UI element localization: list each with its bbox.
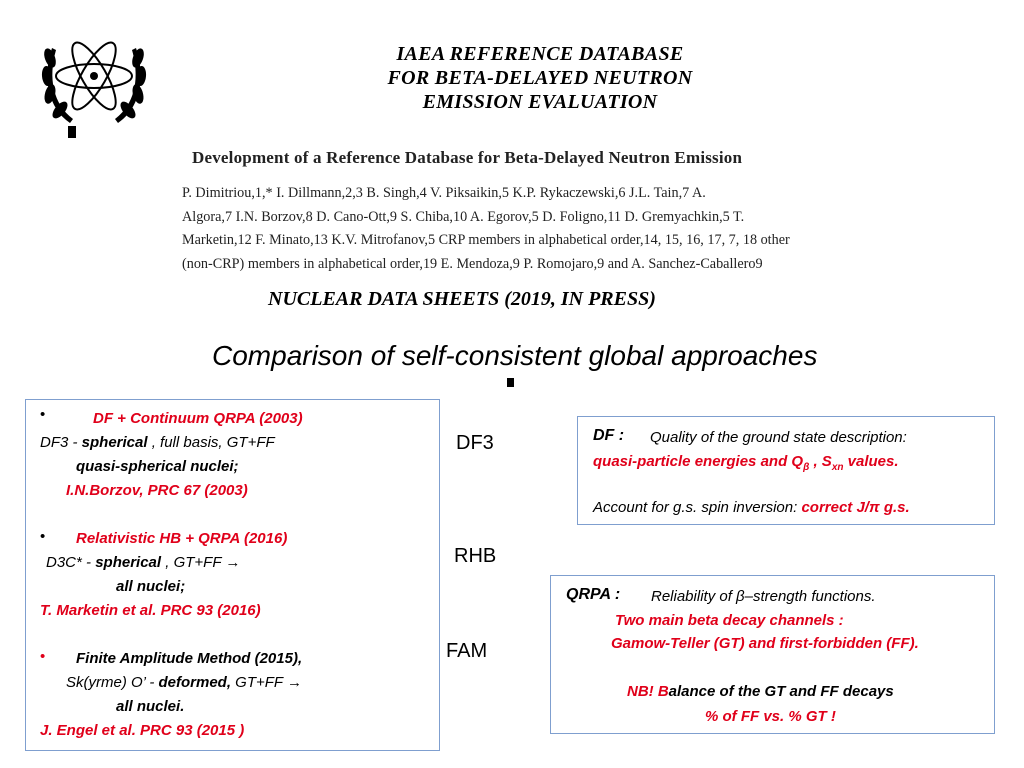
authors-line-4: (non-CRP) members in alphabetical order,19 E. Mendoza,9 P. Romojaro,9 and A. Sanchez-Caballero9 bbox=[182, 255, 763, 272]
qrpa-box-heading: QRPA : bbox=[566, 586, 621, 603]
bullet: • bbox=[40, 406, 46, 423]
qrpa-box-line-3: Gamow-Teller (GT) and first-forbidden (FF). bbox=[611, 635, 919, 652]
df-box-line-3: Account for g.s. spin inversion: correct J/π g.s. bbox=[593, 499, 910, 516]
authors-line-3: Marketin,12 F. Minato,13 K.V. Mitrofanov,5 CRP members in alphabetical order,14, 15, 16, 17, 7, 18 other bbox=[182, 232, 790, 248]
df-box-line-1: Quality of the ground state description: bbox=[650, 429, 907, 446]
method-2-line-2: all nuclei; bbox=[116, 578, 186, 595]
label-df3: DF3 bbox=[456, 432, 494, 454]
authors-line-2: Algora,7 I.N. Borzov,8 D. Cano-Ott,9 S. Chiba,10 A. Egorov,5 D. Foligno,11 D. Gremyachkin,5 T. bbox=[182, 208, 745, 225]
authors-line-1: P. Dimitriou,1,* I. Dillmann,2,3 B. Singh,4 V. Piksaikin,5 K.P. Rykaczewski,6 J.L. Tain,7 A. bbox=[182, 185, 706, 201]
header-line-3: EMISSION EVALUATION bbox=[422, 91, 658, 113]
method-3-title: Finite Amplitude Method (2015), bbox=[76, 650, 303, 667]
iaea-logo-icon bbox=[38, 18, 150, 138]
qrpa-box-line-2: Two main beta decay channels : bbox=[615, 612, 844, 629]
paper-authors bbox=[182, 182, 912, 276]
df-box bbox=[577, 416, 995, 525]
section-title: Comparison of self-consistent global approaches bbox=[212, 340, 818, 371]
qrpa-box bbox=[550, 575, 995, 734]
method-2-title: Relativistic HB + QRPA (2016) bbox=[76, 530, 288, 547]
header-line-1: IAEA REFERENCE DATABASE bbox=[396, 43, 684, 65]
qrpa-box-line-1: Reliability of β–strength functions. bbox=[651, 588, 876, 605]
df-box-heading: DF : bbox=[593, 427, 625, 444]
method-1-title: DF + Continuum QRPA (2003) bbox=[93, 410, 303, 427]
label-fam: FAM bbox=[446, 640, 488, 662]
method-2-line-1: D3C* - spherical , GT+FF → bbox=[46, 554, 241, 571]
square-bullet-icon bbox=[507, 378, 514, 387]
df-box-line-2: quasi-particle energies and $Q_\beta$ , $S_{xn}$ values. bbox=[593, 453, 899, 473]
journal-reference: NUCLEAR DATA SHEETS (2019, IN PRESS) bbox=[268, 288, 656, 310]
method-1-line-1: DF3 - spherical , full basis, GT+FF bbox=[40, 434, 275, 451]
method-2-reference: T. Marketin et al. PRC 93 (2016) bbox=[40, 602, 261, 619]
paper-title: Development of a Reference Database for Beta-Delayed Neutron Emission bbox=[192, 148, 743, 167]
method-1-reference: I.N.Borzov, PRC 67 (2003) bbox=[66, 482, 248, 499]
methods-box bbox=[25, 399, 440, 751]
bullet: • bbox=[40, 528, 46, 545]
method-3-reference: J. Engel et al. PRC 93 (2015 ) bbox=[40, 722, 245, 739]
label-rhb: RHB bbox=[454, 545, 497, 567]
method-3-line-1: Sk(yrme) O’ - deformed, GT+FF → bbox=[66, 674, 302, 691]
page-header bbox=[320, 42, 760, 114]
header-line-2: FOR BETA-DELAYED NEUTRON bbox=[387, 67, 693, 89]
qrpa-box-line-5: % of FF vs. % GT ! bbox=[705, 708, 836, 725]
bullet: • bbox=[40, 648, 46, 665]
qrpa-box-line-4: NB! Balance of the GT and FF decays bbox=[627, 683, 894, 700]
method-3-line-2: all nuclei. bbox=[116, 698, 185, 715]
method-1-line-2: quasi-spherical nuclei; bbox=[76, 458, 239, 475]
